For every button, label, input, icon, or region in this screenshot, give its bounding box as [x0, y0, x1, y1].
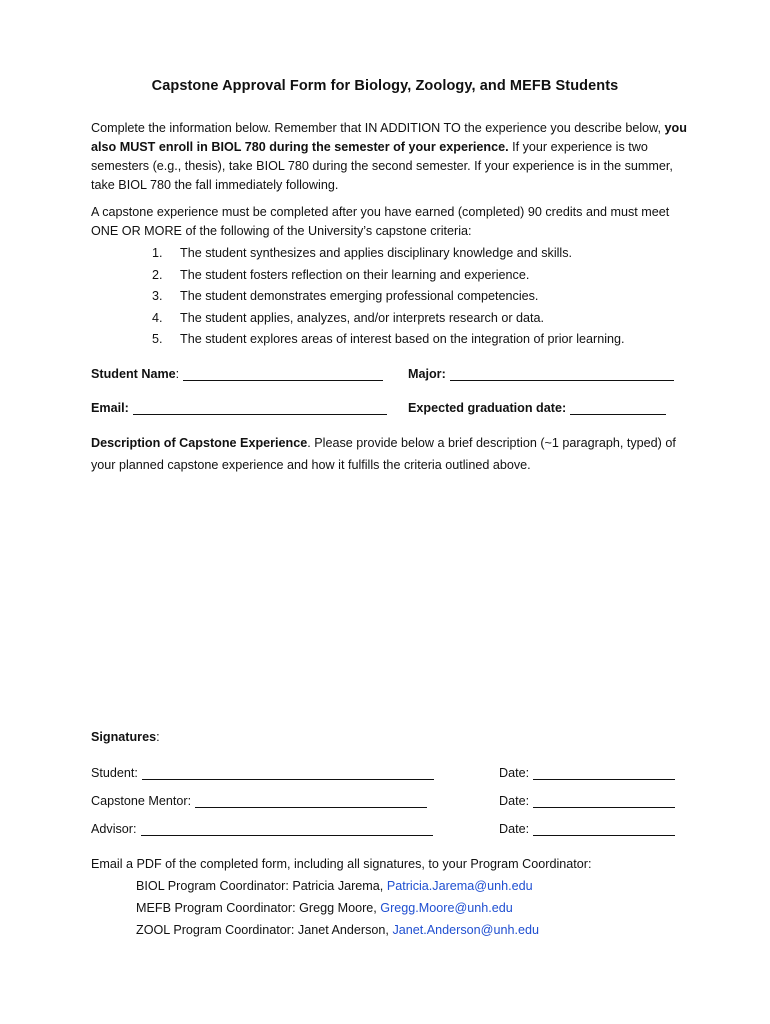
graduation-date-label: Expected graduation date:	[408, 401, 567, 415]
criteria-number: 5.	[152, 332, 163, 346]
coordinator-email-link[interactable]: Janet.Anderson@unh.edu	[392, 923, 539, 937]
major-field	[408, 366, 674, 381]
student-name-input-line[interactable]	[183, 366, 383, 381]
mentor-signature-label: Capstone Mentor:	[91, 794, 192, 808]
email-input-line[interactable]	[133, 400, 387, 415]
mentor-signature-line[interactable]	[195, 793, 427, 808]
coordinator-label: BIOL Program Coordinator: Patricia Jarema,	[136, 879, 387, 893]
student-signature-line[interactable]	[142, 765, 434, 780]
requirement-paragraph: A capstone experience must be completed after you have earned (completed) 90 credits and must meet ONE OR MORE of the following of the University’s capstone criteria:	[91, 205, 670, 238]
coordinator-label: MEFB Program Coordinator: Gregg Moore,	[136, 901, 381, 915]
coordinator-mefb	[136, 901, 513, 915]
advisor-date-field	[499, 821, 675, 836]
description-text: . Please provide below a brief description (~1 paragraph, typed) of your planned capstone experience and how it fulfills the criteria outlined above.	[91, 436, 676, 472]
coordinator-zool	[136, 923, 539, 937]
email-field	[91, 400, 387, 415]
email-label: Email:	[91, 401, 129, 415]
graduation-date-field	[408, 400, 666, 415]
mentor-date-line[interactable]	[533, 793, 675, 808]
intro-paragraph	[91, 119, 691, 195]
page-title: Capstone Approval Form for Biology, Zoology, and MEFB Students	[151, 78, 619, 94]
student-signature-field	[91, 765, 434, 780]
student-date-label: Date:	[499, 766, 530, 780]
graduation-date-input-line[interactable]	[570, 400, 666, 415]
criteria-number: 2.	[152, 267, 163, 282]
description-paragraph	[91, 432, 691, 476]
intro-text-2: If your experience is two semesters (e.g., thesis), take BIOL 780 during the second semester. If your experience is in the summer, take BIOL 780 the fall immediately following.	[91, 140, 673, 192]
signatures-heading-text: Signatures	[91, 730, 157, 744]
advisor-date-line[interactable]	[533, 821, 675, 836]
student-name-label: Student Name	[91, 367, 176, 381]
criteria-text: The student applies, analyzes, and/or interprets research or data.	[180, 310, 545, 325]
mentor-date-field	[499, 793, 675, 808]
criteria-text: The student synthesizes and applies disciplinary knowledge and skills.	[180, 246, 573, 260]
student-name-field	[91, 366, 383, 381]
criteria-item	[152, 265, 625, 287]
advisor-date-label: Date:	[499, 822, 530, 836]
criteria-list	[152, 243, 625, 351]
signatures-heading-colon: :	[156, 730, 160, 744]
advisor-signature-field	[91, 821, 433, 836]
coordinator-label: ZOOL Program Coordinator: Janet Anderson,	[136, 923, 393, 937]
intro-bold-text: you also MUST enroll in BIOL 780 during the semester of your experience.	[91, 121, 687, 154]
criteria-item	[152, 329, 625, 351]
mentor-date-label: Date:	[499, 794, 530, 808]
criteria-item	[152, 243, 625, 265]
major-label: Major:	[408, 367, 446, 381]
email-instructions: Email a PDF of the completed form, including all signatures, to your Program Coordinator:	[91, 857, 592, 871]
criteria-number: 3.	[152, 289, 163, 303]
criteria-item	[152, 308, 625, 330]
coordinator-email-link[interactable]: Gregg.Moore@unh.edu	[380, 901, 513, 915]
advisor-signature-label: Advisor:	[91, 822, 137, 836]
criteria-text: The student demonstrates emerging professional competencies.	[180, 289, 539, 303]
signatures-heading	[91, 730, 160, 744]
criteria-number: 1.	[152, 246, 163, 260]
student-date-line[interactable]	[533, 765, 675, 780]
criteria-item	[152, 286, 625, 308]
student-name-colon: :	[175, 367, 180, 381]
major-input-line[interactable]	[450, 366, 674, 381]
criteria-text: The student explores areas of interest based on the integration of prior learning.	[180, 332, 625, 346]
criteria-number: 4.	[152, 310, 163, 325]
student-date-field	[499, 765, 675, 780]
mentor-signature-field	[91, 793, 427, 808]
student-signature-label: Student:	[91, 766, 138, 780]
coordinator-biol	[136, 879, 533, 893]
coordinator-email-link[interactable]: Patricia.Jarema@unh.edu	[386, 879, 533, 893]
intro-text-1: Complete the information below. Remember that IN ADDITION TO the experience you describe below,	[91, 121, 665, 135]
description-lead: Description of Capstone Experience	[91, 436, 308, 450]
advisor-signature-line[interactable]	[141, 821, 433, 836]
criteria-text: The student fosters reflection on their learning and experience.	[180, 267, 530, 282]
